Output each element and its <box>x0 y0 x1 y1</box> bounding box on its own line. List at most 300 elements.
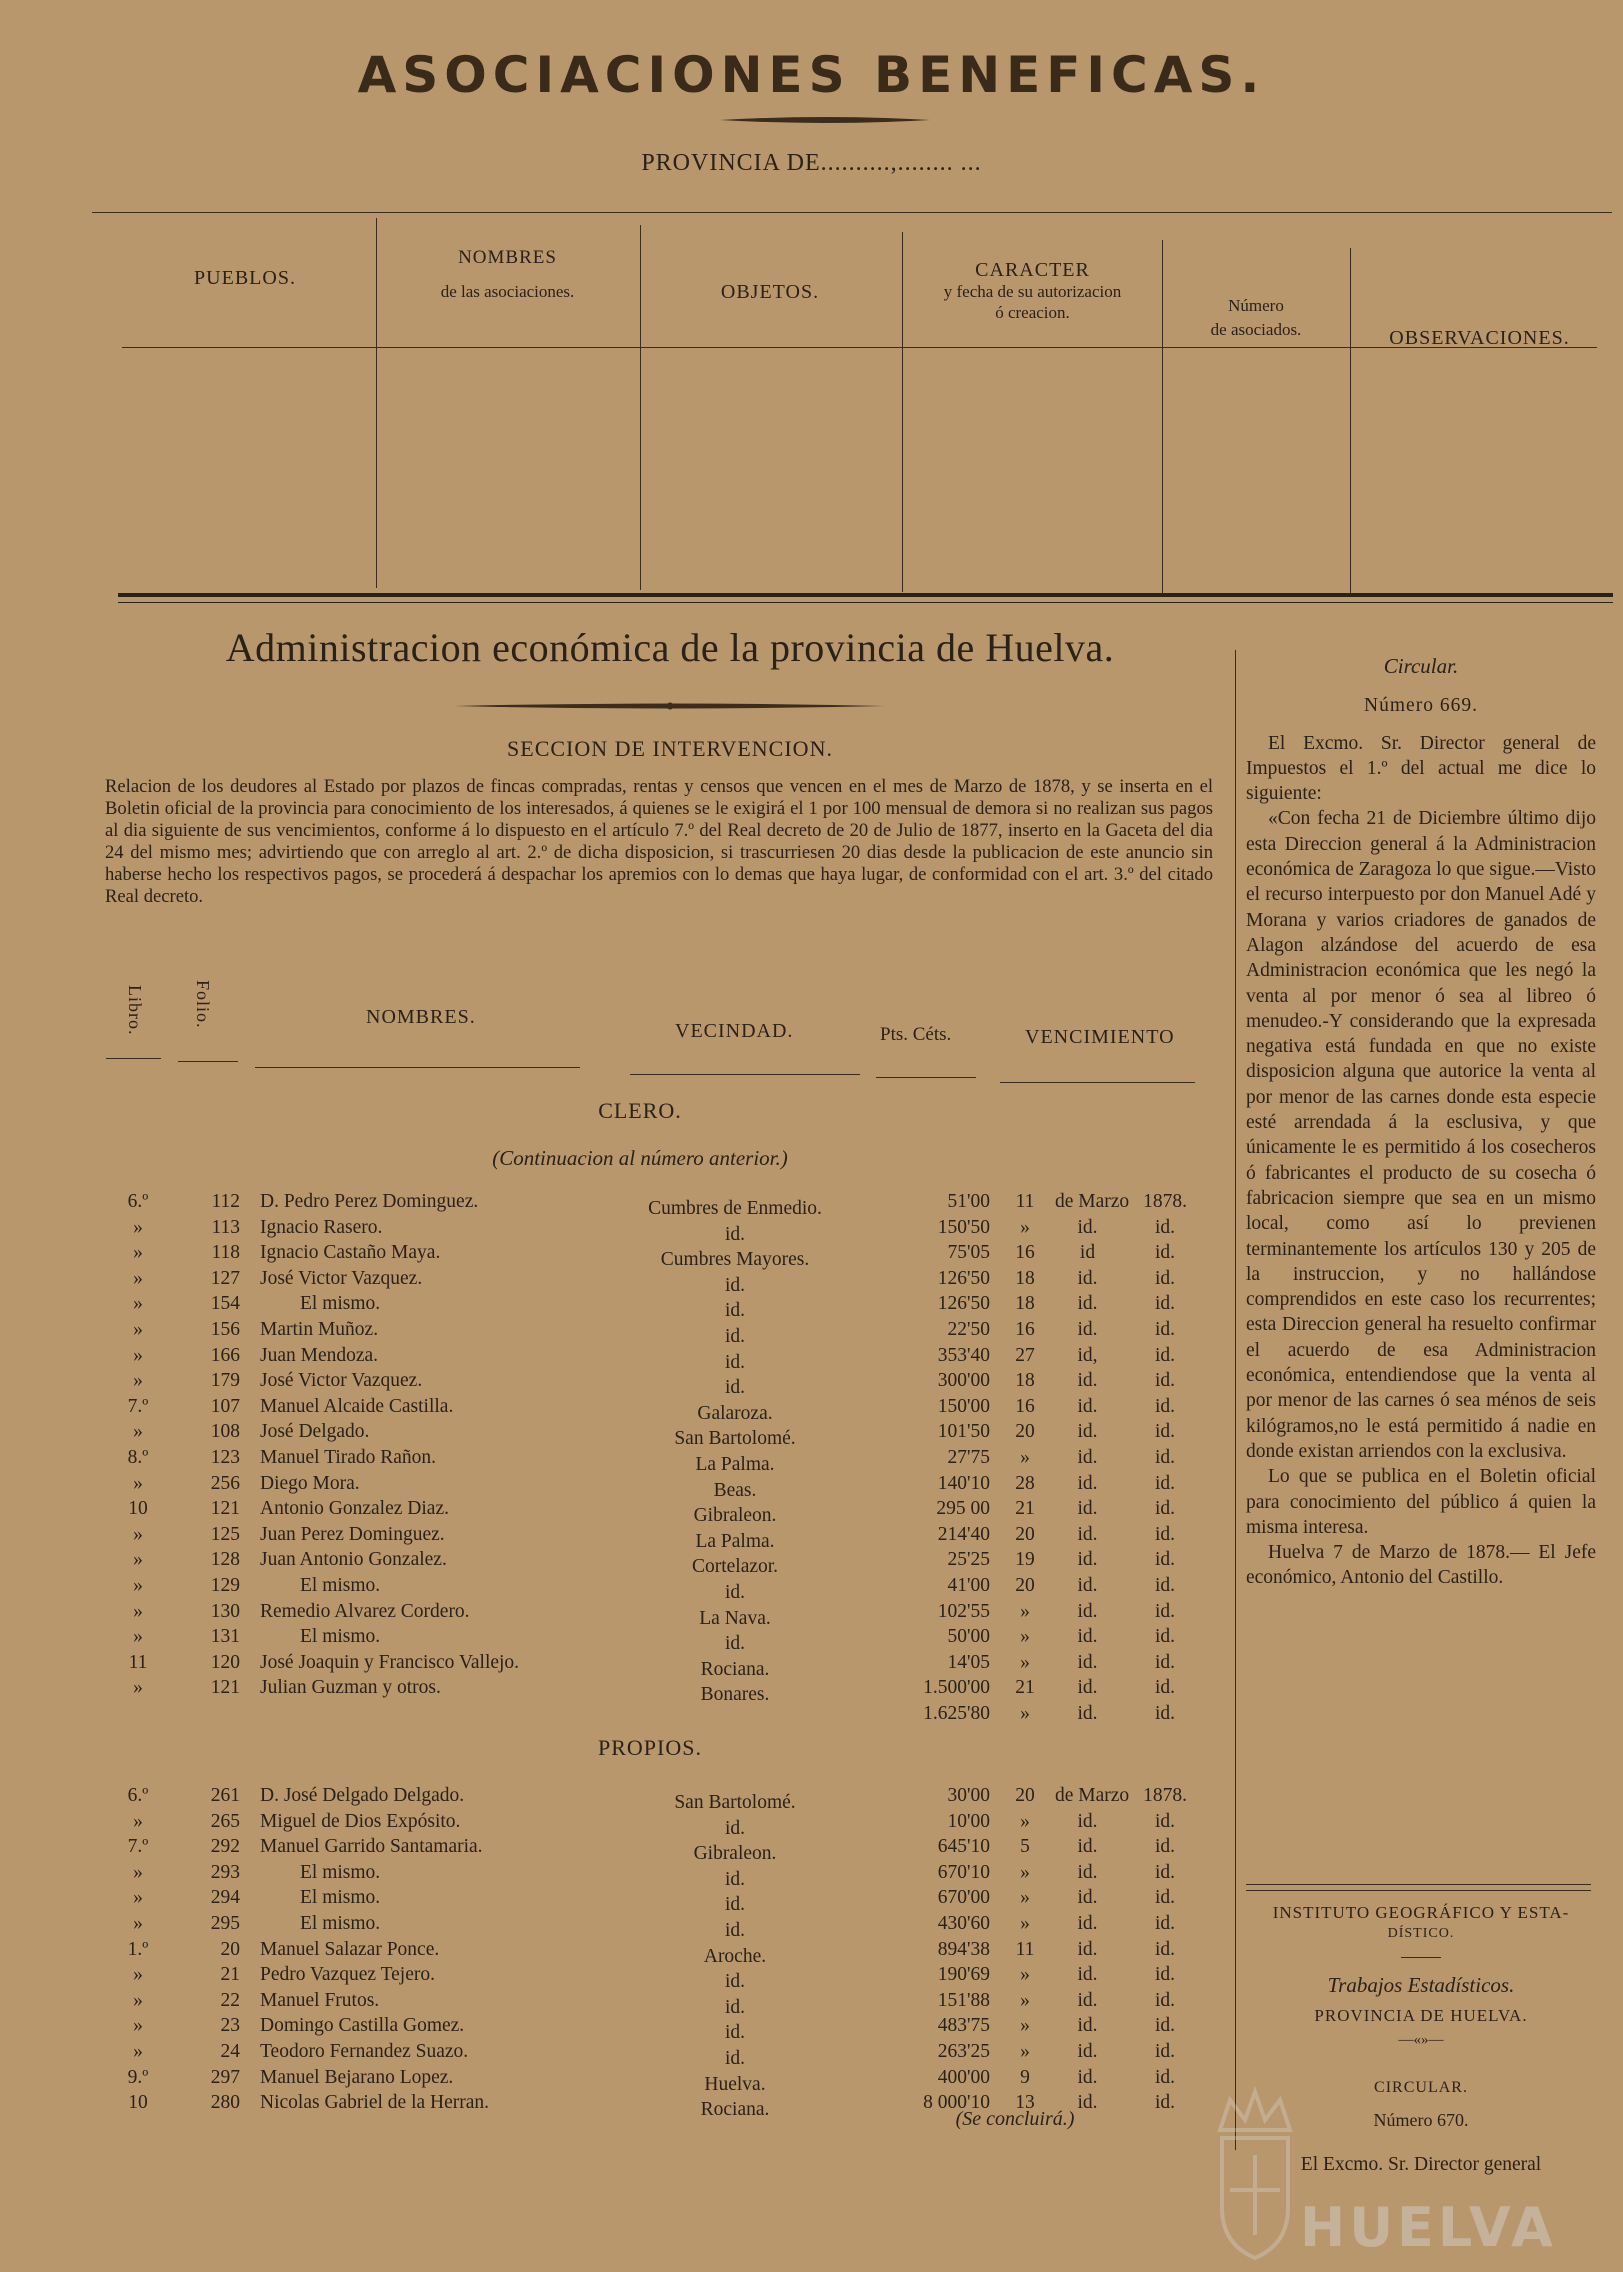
vecindad-cell: Gibraleon. <box>693 1505 777 1527</box>
folio-cell: 179 <box>210 1370 240 1392</box>
anio-cell: id. <box>1154 1370 1176 1392</box>
nombre-cell: Manuel Alcaide Castilla. <box>260 1395 454 1417</box>
anio-cell: id. <box>1154 1600 1176 1622</box>
table-row <box>0 1785 1230 1813</box>
header-observaciones: OBSERVACIONES. <box>1389 327 1570 349</box>
table-row <box>0 1651 1230 1680</box>
table-row <box>0 1575 1230 1603</box>
circular-p2: «Con fecha 21 de Diciembre último dijo esta Direccion general á la Administracion económica de Zaragoza lo que sigue.—Visto el recurso interpuesto por don Manuel Adé y Morana y varios criadores de ganados de Alagon alzándose del acuerdo de esa Administracion económica que les negó la venta al por menor ó sea al libreo ó menudeo.-Y considerando que la expresada negativa está fundada en que no existe disposicion alguna que autorice la venta al por menor de las carnes donde esta especie esté arrendada á la esclusiva, y que únicamente le es permitido á los cosecheros ó fabricantes el producto de su cosecha ó fabricacion siempre que sea en un mismo local, como así lo previenen terminantemente los artículos 130 y 205 de la instruccion, y no hallándose comprendidos en este caso los recurrentes; esta Direccion general ha resuelto confirmar el acuerdo de esa Administracion económica, entendiendose que la venta al por menor de las carnes ó sea ménos de seis kilógramos,no le está permitido á nadie en donde existan arriendos con la exclusiva. <box>1246 808 1596 1462</box>
pesetas-cell: 150'00 <box>937 1395 990 1417</box>
propios-heading: PROPIOS. <box>598 1735 702 1760</box>
anio-cell: id. <box>1154 2015 1176 2037</box>
pesetas-cell: 30'00 <box>947 1785 990 1806</box>
trabajos-heading: Trabajos Estadísticos. <box>1327 1973 1515 1998</box>
nombre-cell: José Victor Vazquez. <box>260 1267 423 1289</box>
table-row <box>0 1861 1230 1890</box>
folio-cell: 128 <box>210 1549 240 1571</box>
mes-cell: id. <box>1077 1810 1098 1832</box>
vecindad-cell: id. <box>724 1351 746 1373</box>
anio-cell: id. <box>1154 1575 1176 1596</box>
dia-cell: 16 <box>1015 1319 1035 1340</box>
mes-cell: id. <box>1077 1651 1098 1673</box>
mes-cell: id. <box>1077 1938 1098 1960</box>
dia-cell: 27 <box>1015 1344 1035 1366</box>
instituto-ornament: —«»— <box>1398 2031 1444 2048</box>
mes-cell: id. <box>1077 1626 1098 1648</box>
dia-cell: 16 <box>1015 1395 1035 1417</box>
dia-cell: 20 <box>1015 1575 1035 1596</box>
nombre-cell: Antonio Gonzalez Diaz. <box>260 1498 449 1520</box>
pesetas-cell: 670'00 <box>937 1887 990 1909</box>
dia-cell: 18 <box>1015 1267 1035 1289</box>
mes-cell: id. <box>1077 1677 1098 1699</box>
table-row <box>0 1293 1230 1322</box>
mes-cell: id. <box>1077 1216 1098 1238</box>
nombre-cell: Ignacio Castaño Maya. <box>260 1242 441 1264</box>
pesetas-cell: 10'00 <box>947 1810 990 1832</box>
nombre-cell: El mismo. <box>300 1887 381 1909</box>
table-row <box>0 2066 1230 2095</box>
vecindad-cell: Cumbres Mayores. <box>660 1249 810 1271</box>
anio-cell: id. <box>1154 1964 1176 1986</box>
folio-cell: 261 <box>210 1785 240 1806</box>
watermark-text: HUELVA <box>1300 2196 1557 2259</box>
table-row <box>0 1267 1230 1296</box>
mes-cell: id. <box>1077 1600 1098 1622</box>
anio-cell: id. <box>1154 1395 1176 1417</box>
pesetas-cell: 22'50 <box>947 1319 990 1340</box>
table-row <box>0 1472 1230 1501</box>
libro-cell: » <box>133 2015 143 2037</box>
libro-cell: » <box>133 1421 143 1443</box>
mes-cell: id. <box>1077 2041 1098 2062</box>
anio-cell: id. <box>1154 2092 1176 2114</box>
dia-cell: 20 <box>1015 1785 1035 1806</box>
folio-cell: 125 <box>210 1523 240 1545</box>
nombre-cell: Manuel Frutos. <box>260 1989 380 2011</box>
anio-cell: id. <box>1154 1810 1176 1832</box>
dia-cell: 28 <box>1015 1472 1035 1494</box>
pesetas-cell: 400'00 <box>937 2066 990 2088</box>
col-pts: Pts. Céts. <box>880 1024 952 1045</box>
anio-cell: id. <box>1154 1549 1176 1571</box>
table-row <box>0 1938 1230 1967</box>
libro-cell: » <box>133 2041 143 2062</box>
dia-cell: » <box>1020 1861 1030 1883</box>
dia-cell: » <box>1020 1600 1030 1622</box>
pesetas-cell: 101'50 <box>937 1421 990 1443</box>
dia-cell: » <box>1020 2015 1030 2037</box>
nombre-cell: Remedio Alvarez Cordero. <box>260 1600 470 1622</box>
nombre-cell: José Victor Vazquez. <box>260 1370 423 1392</box>
dia-cell: » <box>1020 1447 1030 1468</box>
pesetas-cell: 430'60 <box>937 1913 990 1934</box>
table-row <box>0 1370 1230 1399</box>
pesetas-cell: 214'40 <box>937 1523 990 1545</box>
libro-cell: 9.º <box>127 2066 149 2088</box>
table-row <box>0 1319 1230 1347</box>
libro-cell: » <box>133 1887 143 1909</box>
pesetas-cell: 126'50 <box>937 1293 990 1315</box>
nombre-cell: Manuel Tirado Rañon. <box>260 1447 437 1468</box>
table-row <box>0 1913 1230 1941</box>
anio-cell: 1878. <box>1143 1785 1187 1806</box>
folio-cell: 20 <box>220 1938 240 1960</box>
circular-title: Circular. <box>1383 654 1459 678</box>
anio-cell: id. <box>1154 1626 1176 1648</box>
col-folio: Folio. <box>193 980 213 1029</box>
anio-cell: id. <box>1154 1498 1176 1520</box>
anio-cell: id. <box>1154 1913 1176 1934</box>
mes-cell: id. <box>1077 1421 1098 1443</box>
dia-cell: 5 <box>1020 1836 1030 1858</box>
libro-cell: » <box>133 1523 143 1545</box>
vecindad-cell: id. <box>724 2048 746 2069</box>
vecindad-cell: Gibraleon. <box>693 1843 777 1865</box>
mes-cell: id <box>1079 1242 1096 1264</box>
mes-cell: de Marzo <box>1055 1191 1130 1212</box>
folio-cell: 108 <box>210 1421 240 1443</box>
nombre-cell: El mismo. <box>300 1626 381 1648</box>
dia-cell: » <box>1020 2041 1030 2062</box>
nombre-cell: El mismo. <box>300 1293 381 1315</box>
mes-cell: id. <box>1077 2092 1098 2114</box>
col-vencimiento: VENCIMIENTO <box>1025 1026 1175 1048</box>
instituto-title: INSTITUTO GEOGRÁFICO Y ESTA- <box>1272 1903 1570 1922</box>
vecindad-cell: id. <box>724 1817 746 1839</box>
pesetas-cell: 190'69 <box>937 1964 990 1986</box>
vecindad-cell: Galaroza. <box>697 1402 773 1424</box>
vecindad-cell: id. <box>724 1300 746 1322</box>
nombre-cell: Martin Muñoz. <box>260 1319 379 1340</box>
mes-cell: id. <box>1077 1447 1098 1468</box>
nombre-cell: Julian Guzman y otros. <box>260 1677 441 1699</box>
table-row <box>0 1836 1230 1865</box>
libro-cell: 6.º <box>127 1785 149 1806</box>
mes-cell: id. <box>1077 1395 1098 1417</box>
folio-cell: 297 <box>210 2066 240 2088</box>
anio-cell: id. <box>1154 1293 1176 1315</box>
pesetas-cell: 645'10 <box>937 1836 990 1858</box>
dia-cell: 16 <box>1015 1242 1035 1264</box>
folio-cell: 129 <box>210 1575 240 1596</box>
circular-p1: El Excmo. Sr. Director general de Impuestos el 1.º del actual me dice lo siguiente: <box>1246 732 1596 805</box>
table-row <box>0 1549 1230 1578</box>
vecindad-cell: Cumbres de Enmedio. <box>648 1198 822 1219</box>
vecindad-cell: id. <box>724 1894 746 1916</box>
dia-cell: » <box>1020 1989 1030 2011</box>
mes-cell: id. <box>1077 2066 1098 2088</box>
vecindad-cell: La Nava. <box>699 1607 771 1629</box>
pesetas-cell: 1.500'00 <box>923 1677 990 1699</box>
table-row <box>0 1242 1230 1271</box>
mes-cell: id. <box>1077 1913 1098 1934</box>
nombre-cell: Miguel de Dios Expósito. <box>260 1810 461 1832</box>
vecindad-cell: id. <box>724 2022 746 2044</box>
libro-cell: » <box>133 1575 143 1596</box>
dia-cell: 18 <box>1015 1293 1035 1315</box>
concluira-note: (Se concluirá.) <box>955 2108 1075 2130</box>
nombre-cell: D. Pedro Perez Dominguez. <box>260 1191 479 1212</box>
folio-cell: 127 <box>210 1267 240 1289</box>
header-caracter: CARACTER y fecha de su autorizacion ó creacion. <box>943 259 1122 322</box>
pesetas-cell: 102'55 <box>937 1600 990 1622</box>
folio-cell: 118 <box>211 1242 240 1264</box>
clero-heading: CLERO. <box>598 1098 682 1123</box>
pesetas-cell: 41'00 <box>947 1575 990 1596</box>
col-libro: Libro. <box>125 985 145 1036</box>
header-numero: Número de asociados. <box>1210 296 1302 339</box>
continuacion-note: (Continuacion al número anterior.) <box>492 1146 788 1170</box>
nombre-cell: Manuel Salazar Ponce. <box>260 1938 440 1960</box>
table-row <box>0 1191 1230 1219</box>
table-row <box>0 1703 1230 1728</box>
nombre-cell: Ignacio Rasero. <box>260 1216 383 1238</box>
pesetas-cell: 1.625'80 <box>923 1703 990 1724</box>
libro-cell: » <box>133 1344 143 1366</box>
anio-cell: id. <box>1154 1242 1176 1264</box>
libro-cell: 7.º <box>127 1395 149 1417</box>
vecindad-cell: La Palma. <box>695 1530 775 1552</box>
vecindad-cell: id. <box>724 1377 746 1399</box>
pesetas-cell: 25'25 <box>947 1549 990 1571</box>
table-row <box>0 2041 1230 2069</box>
vecindad-cell: San Bartolomé. <box>674 1428 796 1450</box>
folio-cell: 265 <box>210 1810 240 1832</box>
dia-cell: 21 <box>1015 1677 1035 1699</box>
table-row <box>0 1523 1230 1552</box>
nombre-cell: D. José Delgado Delgado. <box>260 1785 465 1806</box>
vecindad-cell: Cortelazor. <box>691 1556 779 1578</box>
anio-cell: id. <box>1154 1319 1176 1340</box>
libro-cell: » <box>133 1913 143 1934</box>
mes-cell: id. <box>1077 1989 1098 2011</box>
dia-cell: 11 <box>1015 1938 1035 1960</box>
libro-cell: 1.º <box>127 1938 149 1960</box>
libro-cell: » <box>133 1216 143 1238</box>
libro-cell: » <box>133 1677 143 1699</box>
table-row <box>0 2015 1230 2044</box>
pesetas-cell: 27'75 <box>947 1447 990 1468</box>
folio-cell: 23 <box>220 2015 240 2037</box>
anio-cell: id. <box>1154 1651 1176 1673</box>
header-nombres: NOMBRES de las asociaciones. <box>440 247 575 301</box>
vecindad-cell: San Bartolomé. <box>674 1792 796 1813</box>
libro-cell: 10 <box>128 1498 148 1520</box>
col-nombres: NOMBRES. <box>366 1006 476 1028</box>
dia-cell: 9 <box>1020 2066 1030 2088</box>
nombre-cell: Diego Mora. <box>260 1472 360 1494</box>
folio-cell: 293 <box>210 1861 240 1883</box>
dia-cell: 20 <box>1015 1421 1035 1443</box>
anio-cell: id. <box>1154 1703 1176 1724</box>
anio-cell: id. <box>1154 1989 1176 2011</box>
libro-cell: » <box>133 1810 143 1832</box>
pesetas-cell: 295 00 <box>936 1498 990 1520</box>
vecindad-cell: id. <box>724 1633 746 1655</box>
banner-title: ASOCIACIONES BENEFICAS. <box>357 46 1266 104</box>
nombre-cell: Domingo Castilla Gomez. <box>260 2015 465 2037</box>
nombre-cell: Manuel Bejarano Lopez. <box>260 2066 454 2088</box>
folio-cell: 154 <box>210 1293 240 1315</box>
pesetas-cell: 126'50 <box>937 1267 990 1289</box>
table-row <box>0 1626 1230 1655</box>
mes-cell: id. <box>1077 1319 1098 1340</box>
anio-cell: id. <box>1154 1836 1176 1858</box>
pesetas-cell: 140'10 <box>937 1472 990 1494</box>
folio-cell: 123 <box>210 1447 240 1468</box>
table-row <box>0 1964 1230 1993</box>
vecindad-cell: id. <box>724 1582 746 1603</box>
vecindad-cell: La Palma. <box>695 1454 775 1475</box>
libro-cell: » <box>133 1549 143 1571</box>
folio-cell: 22 <box>220 1989 240 2011</box>
libro-cell: 7.º <box>127 1836 149 1858</box>
libro-cell: 11 <box>128 1651 148 1673</box>
anio-cell: id. <box>1154 1887 1176 1909</box>
dia-cell: 13 <box>1015 2092 1035 2114</box>
folio-cell: 24 <box>220 2041 240 2062</box>
mes-cell: id. <box>1077 1498 1098 1520</box>
nombre-cell: José Delgado. <box>260 1421 370 1443</box>
anio-cell: id. <box>1154 2041 1176 2062</box>
mes-cell: id. <box>1077 1293 1098 1315</box>
intro-paragraph: Relacion de los deudores al Estado por plazos de fincas compradas, rentas y censos que vencen en el mes de Marzo de 1878, y se inserta en el Boletin oficial de la provincia para conocimiento de los interesados, á quienes se le exigirá el 1 por 100 mensual de demora si no realizan sus pagos al dia siguiente de sus vencimientos, conforme á lo dispuesto en el artículo 7.º del Real decreto de 20 de Julio de 1877, inserto en la Gaceta del dia 24 del mismo mes; advirtiendo que con arreglo al art. 2.º de dicha disposicion, si trascurriesen 20 dias desde la publicacion de este anuncio sin haberse hecho los respectivos pagos, se procederá á despachar los apremios con lo demas que haya lugar, de conformidad con el art. 3.º del citado Real decreto. <box>105 776 1213 907</box>
section-title: SECCION DE INTERVENCION. <box>507 736 833 761</box>
folio-cell: 120 <box>210 1651 240 1673</box>
vecindad-cell: id. <box>724 1326 746 1347</box>
mes-cell: id. <box>1077 1370 1098 1392</box>
dia-cell: » <box>1020 1216 1030 1238</box>
anio-cell: id. <box>1154 1447 1176 1468</box>
libro-cell: 10 <box>128 2092 148 2114</box>
anio-cell: id. <box>1154 1421 1176 1443</box>
instituto-text: El Excmo. Sr. Director general <box>1300 2153 1542 2175</box>
mes-cell: id. <box>1077 1836 1098 1858</box>
libro-cell: » <box>133 1267 143 1289</box>
dia-cell: » <box>1020 1913 1030 1934</box>
nombre-cell: José Joaquin y Francisco Vallejo. <box>260 1651 520 1673</box>
vecindad-cell: Beas. <box>713 1479 757 1501</box>
dia-cell: » <box>1020 1964 1030 1986</box>
anio-cell: id. <box>1154 1344 1176 1366</box>
dia-cell: 18 <box>1015 1370 1035 1392</box>
pesetas-cell: 353'40 <box>937 1344 990 1366</box>
vecindad-cell: Bonares. <box>700 1684 770 1706</box>
pesetas-cell: 14'05 <box>947 1651 990 1673</box>
vecindad-cell: Aroche. <box>703 1945 767 1967</box>
dia-cell: 20 <box>1015 1523 1035 1545</box>
table-row <box>0 1395 1230 1424</box>
anio-cell: id. <box>1154 1523 1176 1545</box>
nombre-cell: Manuel Garrido Santamaria. <box>260 1836 483 1858</box>
mes-cell: id. <box>1077 1964 1098 1986</box>
anio-cell: id. <box>1154 1472 1176 1494</box>
circular-number: Número 669. <box>1364 695 1478 717</box>
pesetas-cell: 894'38 <box>937 1938 990 1960</box>
mes-cell: id. <box>1077 1267 1098 1289</box>
mes-cell: id. <box>1077 1575 1098 1596</box>
dia-cell: 11 <box>1015 1191 1035 1212</box>
libro-cell: 8.º <box>127 1447 149 1468</box>
dia-cell: » <box>1020 1810 1030 1832</box>
col-vecindad: VECINDAD. <box>675 1020 794 1042</box>
libro-cell: » <box>133 1472 143 1494</box>
pesetas-cell: 75'05 <box>947 1242 990 1264</box>
section-ornament <box>455 702 885 710</box>
folio-cell: 294 <box>210 1887 240 1909</box>
nombre-cell: Juan Mendoza. <box>260 1344 379 1366</box>
folio-cell: 113 <box>211 1216 240 1238</box>
vecindad-cell: id. <box>724 1223 746 1245</box>
libro-cell: » <box>133 1600 143 1622</box>
folio-cell: 131 <box>210 1626 240 1648</box>
table-row <box>0 1677 1230 1706</box>
anio-cell: id. <box>1154 2066 1176 2088</box>
dia-cell: » <box>1020 1626 1030 1648</box>
folio-cell: 112 <box>211 1191 240 1212</box>
table-row <box>0 1887 1230 1916</box>
nombre-cell: Nicolas Gabriel de la Herran. <box>260 2092 490 2114</box>
pesetas-cell: 670'10 <box>937 1861 990 1883</box>
libro-cell: » <box>133 1319 143 1340</box>
folio-cell: 121 <box>210 1677 240 1699</box>
pesetas-cell: 263'25 <box>937 2041 990 2062</box>
mes-cell: id. <box>1077 1861 1098 1883</box>
mes-cell: id. <box>1077 1523 1098 1545</box>
mes-cell: id. <box>1077 1703 1098 1724</box>
vecindad-cell: Huelva. <box>704 2073 766 2095</box>
vecindad-cell: id. <box>724 1920 746 1941</box>
libro-cell: 6.º <box>127 1191 149 1212</box>
dia-cell: 19 <box>1015 1549 1035 1571</box>
libro-cell: » <box>133 1989 143 2011</box>
header-pueblos: PUEBLOS. <box>194 267 296 289</box>
anio-cell: 1878. <box>1143 1191 1187 1212</box>
folio-cell: 107 <box>210 1395 240 1417</box>
dia-cell: » <box>1020 1887 1030 1909</box>
nombre-cell: Juan Antonio Gonzalez. <box>260 1549 447 1571</box>
vecindad-cell: id. <box>724 1971 746 1993</box>
vecindad-cell: Rociana. <box>700 1658 770 1680</box>
pesetas-cell: 51'00 <box>947 1191 990 1212</box>
table-row <box>0 1216 1230 1245</box>
vecindad-cell: id. <box>724 1868 746 1890</box>
mes-cell: de Marzo <box>1055 1785 1130 1806</box>
vecindad-cell: Rociana. <box>700 2099 770 2121</box>
folio-cell: 166 <box>210 1344 240 1366</box>
anio-cell: id. <box>1154 1938 1176 1960</box>
pesetas-cell: 8 000'10 <box>923 2092 990 2114</box>
circular-p3: Lo que se publica en el Boletin oficial para conocimiento del público á quien la misma interesa. <box>1246 1466 1596 1538</box>
folio-cell: 156 <box>210 1319 240 1340</box>
folio-cell: 280 <box>210 2092 240 2114</box>
mes-cell: id. <box>1077 2015 1098 2037</box>
mes-cell: id. <box>1077 1887 1098 1909</box>
libro-cell: » <box>133 1370 143 1392</box>
table-row <box>0 1447 1230 1475</box>
dia-cell: » <box>1020 1651 1030 1673</box>
table-row <box>0 1421 1230 1450</box>
instituto-circular: CIRCULAR. <box>1374 2079 1468 2097</box>
title-ornament <box>720 116 930 124</box>
dia-cell: 21 <box>1015 1498 1035 1520</box>
libro-cell: » <box>133 1293 143 1315</box>
instituto-provincia: PROVINCIA DE HUELVA. <box>1314 2005 1528 2025</box>
circular-p4: Huelva 7 de Marzo de 1878.— El Jefe económico, Antonio del Castillo. <box>1246 1542 1596 1589</box>
mes-cell: id, <box>1077 1344 1098 1366</box>
libro-cell: » <box>133 1861 143 1883</box>
